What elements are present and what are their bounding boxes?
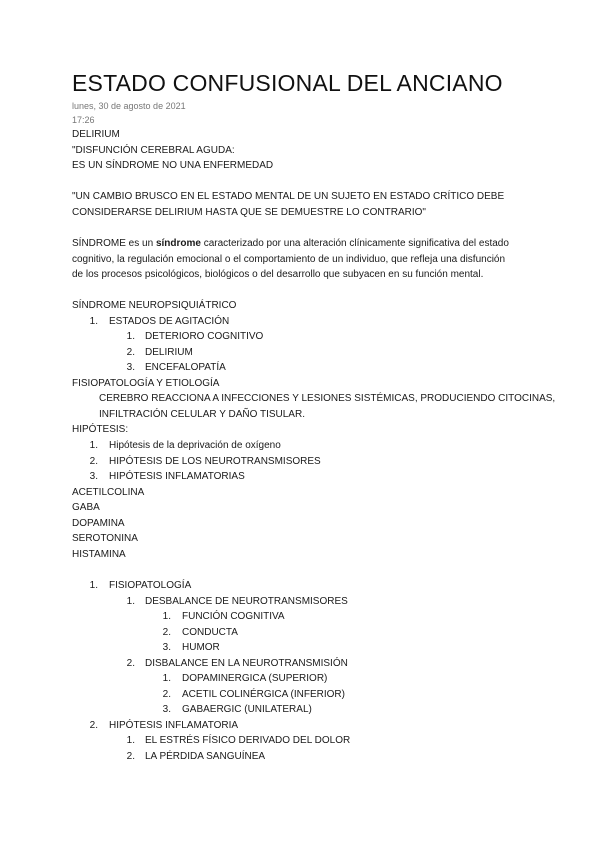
list-item: HIPÓTESIS INFLAMATORIAS bbox=[109, 471, 245, 482]
definition-line bbox=[72, 238, 509, 250]
list-item: DESBALANCE DE NEUROTRANSMISORES bbox=[145, 596, 348, 607]
paragraph-line: CEREBRO REACCIONA A INFECCIONES Y LESIONES SISTÉMICAS, PRODUCIENDO CITOCINAS, bbox=[99, 393, 556, 404]
list-item: ENCEFALOPATÍA bbox=[145, 362, 226, 373]
list-item: DOPAMINERGICA (SUPERIOR) bbox=[182, 673, 328, 684]
list-number: 2. bbox=[126, 658, 135, 669]
note-time: 17:26 bbox=[72, 115, 95, 125]
list-number: 1. bbox=[162, 673, 171, 684]
quote-line: CONSIDERARSE DELIRIUM HASTA QUE SE DEMUESTRE LO CONTRARIO" bbox=[72, 207, 426, 218]
list-number: 2. bbox=[126, 347, 135, 358]
list-item: ESTADOS DE AGITACIÓN bbox=[109, 316, 230, 327]
quote-line: "UN CAMBIO BRUSCO EN EL ESTADO MENTAL DE UN SUJETO EN ESTADO CRÍTICO DEBE bbox=[72, 191, 505, 202]
list-number: 1. bbox=[89, 440, 98, 451]
list-item: GABAERGIC (UNILATERAL) bbox=[182, 704, 312, 715]
neurotransmitter-item: GABA bbox=[72, 502, 100, 513]
list-item: LA PÉRDIDA SANGUÍNEA bbox=[145, 751, 266, 762]
neurotransmitter-item: HISTAMINA bbox=[72, 549, 126, 560]
list-item: ACETIL COLINÉRGICA (INFERIOR) bbox=[182, 689, 345, 700]
definition-text: caracterizado por una alteración clínicamente significativa del estado bbox=[200, 238, 509, 249]
list-number: 1. bbox=[126, 331, 135, 342]
list-item: HUMOR bbox=[182, 642, 220, 653]
neurotransmitter-item: SEROTONINA bbox=[72, 533, 138, 544]
list-number: 3. bbox=[89, 471, 98, 482]
list-item: FISIOPATOLOGÍA bbox=[109, 580, 192, 591]
list-item: HIPÓTESIS INFLAMATORIA bbox=[109, 720, 239, 731]
definition-emphasis: síndrome bbox=[155, 238, 201, 249]
list-number: 2. bbox=[162, 689, 171, 700]
list-number: 2. bbox=[89, 456, 98, 467]
note-date: lunes, 30 de agosto de 2021 bbox=[72, 101, 186, 111]
section-heading: HIPÓTESIS: bbox=[72, 424, 129, 435]
list-item: CONDUCTA bbox=[182, 627, 238, 638]
list-number: 2. bbox=[126, 751, 135, 762]
list-number: 2. bbox=[162, 627, 171, 638]
intro-line: DELIRIUM bbox=[72, 129, 120, 140]
definition-text: es un bbox=[125, 238, 156, 249]
definition-term: SÍNDROME bbox=[72, 238, 126, 249]
list-item: DETERIORO COGNITIVO bbox=[145, 331, 264, 342]
paragraph-line: INFILTRACIÓN CELULAR Y DAÑO TISULAR. bbox=[99, 409, 305, 420]
neurotransmitter-item: ACETILCOLINA bbox=[72, 487, 145, 498]
section-heading: SÍNDROME NEUROPSIQUIÁTRICO bbox=[72, 300, 237, 311]
definition-line: de los procesos psicológicos, biológicos o del desarrollo que subyacen en su función mental. bbox=[72, 269, 484, 280]
list-number: 1. bbox=[162, 611, 171, 622]
list-number: 1. bbox=[126, 596, 135, 607]
section-heading: FISIOPATOLOGÍA Y ETIOLOGÍA bbox=[72, 378, 220, 389]
intro-line: "DISFUNCIÓN CEREBRAL AGUDA: bbox=[72, 145, 235, 156]
list-number: 1. bbox=[89, 580, 98, 591]
list-item: EL ESTRÉS FÍSICO DERIVADO DEL DOLOR bbox=[145, 735, 351, 746]
list-number: 3. bbox=[126, 362, 135, 373]
list-number: 1. bbox=[89, 316, 98, 327]
list-number: 2. bbox=[89, 720, 98, 731]
list-item: HIPÓTESIS DE LOS NEUROTRANSMISORES bbox=[109, 456, 321, 467]
list-number: 1. bbox=[126, 735, 135, 746]
list-item: Hipótesis de la deprivación de oxígeno bbox=[109, 440, 281, 451]
list-number: 3. bbox=[162, 704, 171, 715]
list-item: DELIRIUM bbox=[145, 347, 193, 358]
page-title: ESTADO CONFUSIONAL DEL ANCIANO bbox=[72, 70, 503, 96]
definition-line: cognitivo, la regulación emocional o el comportamiento de un individuo, que refleja una disfunción bbox=[72, 254, 506, 265]
list-item: DISBALANCE EN LA NEUROTRANSMISIÓN bbox=[145, 658, 348, 669]
neurotransmitter-item: DOPAMINA bbox=[72, 518, 125, 529]
intro-line: ES UN SÍNDROME NO UNA ENFERMEDAD bbox=[72, 160, 274, 171]
list-number: 3. bbox=[162, 642, 171, 653]
list-item: FUNCIÓN COGNITIVA bbox=[182, 611, 285, 622]
